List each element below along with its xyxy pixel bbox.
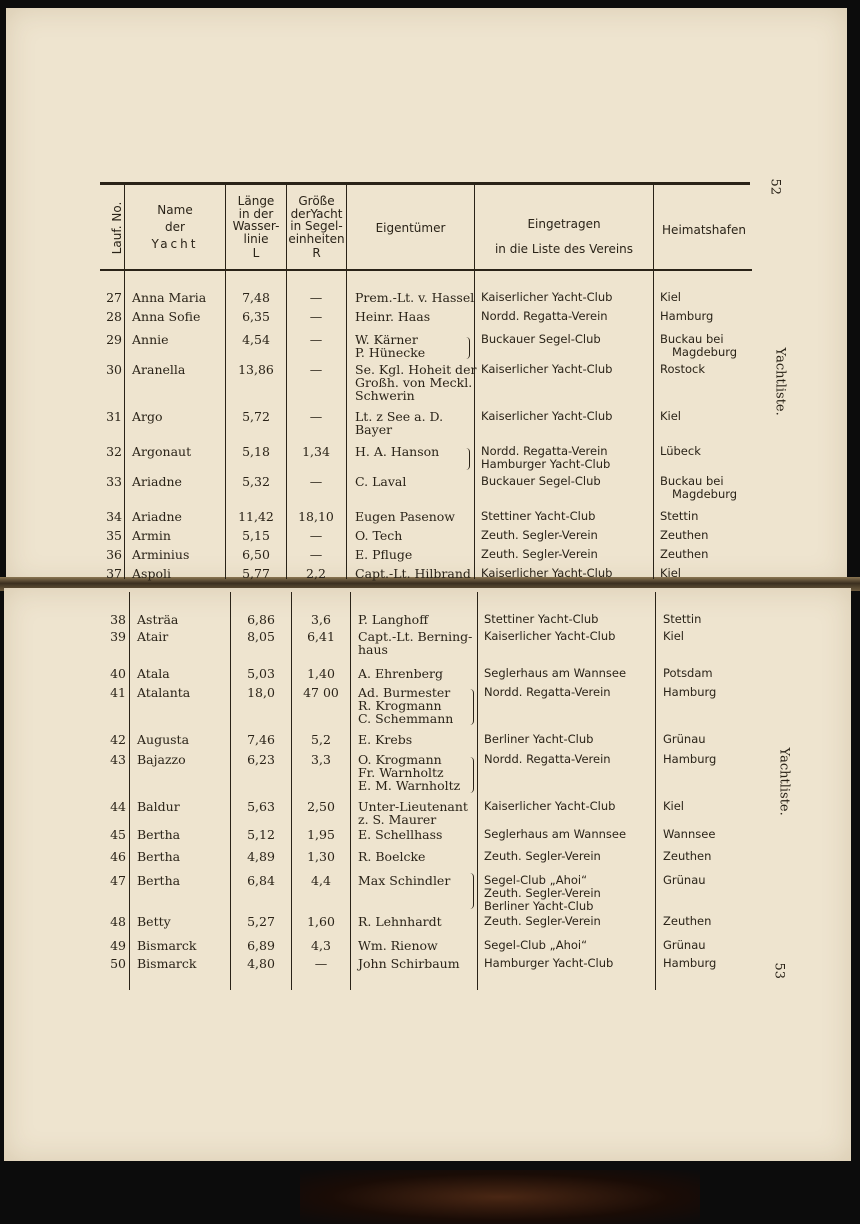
yacht-heimatshafen: Kiel xyxy=(660,566,682,580)
yacht-club: Seglerhaus am Wannsee xyxy=(484,827,627,841)
yacht-name: Arminius xyxy=(132,547,190,562)
yacht-heimatshafen: Grünau xyxy=(663,732,706,746)
header-eigentuemer: Eigentümer xyxy=(375,221,446,235)
yacht-club: Stettiner Yacht-Club xyxy=(481,509,596,523)
yacht-laenge: 5,15 xyxy=(242,528,270,543)
yacht-groesse: — xyxy=(309,290,323,305)
row-number: 43 xyxy=(110,752,126,767)
yacht-club: Stettiner Yacht-Club xyxy=(484,612,599,626)
side-label-bottom: Yachtliste. xyxy=(776,747,792,816)
yacht-heimatshafen: Zeuthen xyxy=(660,528,709,542)
yacht-groesse: — xyxy=(314,956,328,971)
brace xyxy=(470,689,474,725)
yacht-heimatshafen: Grünau xyxy=(663,873,706,887)
row-number: 41 xyxy=(110,685,126,700)
header-heimatshafen: Heimatshafen xyxy=(662,223,746,237)
yacht-heimatshafen: Hamburg xyxy=(663,685,717,699)
row-number: 31 xyxy=(106,409,122,424)
yacht-name: Atala xyxy=(137,666,170,681)
brace xyxy=(466,337,470,359)
yacht-name: Bismarck xyxy=(137,938,197,953)
yacht-name: Ariadne xyxy=(132,474,182,489)
yacht-heimatshafen: Zeuthen xyxy=(663,849,712,863)
yacht-name: Bismarck xyxy=(137,956,197,971)
yacht-name: Argo xyxy=(132,409,163,424)
row-number: 40 xyxy=(110,666,126,681)
yacht-name: Augusta xyxy=(137,732,190,747)
row-number: 33 xyxy=(106,474,122,489)
row-number: 35 xyxy=(106,528,122,543)
row-number: 27 xyxy=(106,290,122,305)
yacht-owner: Capt.-Lt. Hilbrand xyxy=(355,566,471,581)
yacht-heimatshafen: Rostock xyxy=(660,362,706,376)
yacht-groesse: 2,2 xyxy=(306,566,326,581)
yacht-laenge: 6,89 xyxy=(247,938,275,953)
brace xyxy=(470,757,474,793)
yacht-owner: O. Tech xyxy=(355,528,403,543)
row-number: 49 xyxy=(110,938,126,953)
row-number: 45 xyxy=(110,827,126,842)
yacht-owner: A. Ehrenberg xyxy=(358,666,443,681)
yacht-heimatshafen: Zeuthen xyxy=(663,914,712,928)
yacht-club: Kaiserlicher Yacht-Club xyxy=(484,629,616,643)
yacht-laenge: 11,42 xyxy=(238,509,274,524)
yacht-laenge: 5,72 xyxy=(242,409,270,424)
row-number: 28 xyxy=(106,309,122,324)
yacht-club: Seglerhaus am Wannsee xyxy=(484,666,627,680)
yacht-name: Asträa xyxy=(137,612,179,627)
yacht-club: Zeuth. Segler-Verein xyxy=(484,849,601,863)
yacht-owner: O. Krogmann Fr. Warnholtz E. M. Warnholtz xyxy=(358,752,461,793)
yacht-heimatshafen: Stettin xyxy=(663,612,702,626)
yacht-owner: Heinr. Haas xyxy=(355,309,431,324)
yacht-name: Bertha xyxy=(137,873,181,888)
yacht-groesse: 18,10 xyxy=(298,509,334,524)
yacht-club: Segel-Club „Ahoi“ Zeuth. Segler-Verein Berliner Yacht-Club xyxy=(484,873,601,913)
yacht-laenge: 7,46 xyxy=(247,732,275,747)
yacht-owner: C. Laval xyxy=(355,474,407,489)
yacht-owner: E. Schellhass xyxy=(358,827,443,842)
row-number: 36 xyxy=(106,547,122,562)
brace xyxy=(470,873,474,909)
yacht-groesse: — xyxy=(309,547,323,562)
yacht-laenge: 6,84 xyxy=(247,873,275,888)
yacht-club: Zeuth. Segler-Verein xyxy=(481,528,598,542)
yacht-name: Argonaut xyxy=(132,444,192,459)
yacht-laenge: 4,80 xyxy=(247,956,275,971)
yacht-owner: W. Kärner P. Hünecke xyxy=(355,332,426,360)
yacht-owner: Prem.-Lt. v. Hassel xyxy=(355,290,475,305)
yacht-groesse: — xyxy=(309,474,323,489)
yacht-laenge: 4,89 xyxy=(247,849,275,864)
yacht-laenge: 5,32 xyxy=(242,474,270,489)
row-number: 38 xyxy=(110,612,126,627)
yacht-name: Bajazzo xyxy=(137,752,186,767)
row-number: 39 xyxy=(110,629,126,644)
yacht-club: Nordd. Regatta-Verein Hamburger Yacht-Club xyxy=(481,444,611,471)
yacht-name: Armin xyxy=(132,528,171,543)
yacht-club: Segel-Club „Ahoi“ xyxy=(484,938,588,952)
row-number: 48 xyxy=(110,914,126,929)
yacht-groesse: — xyxy=(309,409,323,424)
yacht-owner: Capt.-Lt. Berning- haus xyxy=(358,629,473,657)
yacht-heimatshafen: Hamburg xyxy=(663,752,717,766)
yacht-club: Kaiserlicher Yacht-Club xyxy=(484,799,616,813)
yacht-club: Nordd. Regatta-Verein xyxy=(484,685,611,699)
yacht-laenge: 5,27 xyxy=(247,914,275,929)
yacht-groesse: 4,4 xyxy=(311,873,331,888)
yacht-club: Kaiserlicher Yacht-Club xyxy=(481,290,613,304)
yacht-owner: R. Boelcke xyxy=(358,849,426,864)
page-number-53: 53 xyxy=(771,962,787,980)
yacht-heimatshafen: Kiel xyxy=(660,409,682,423)
col-divider xyxy=(230,592,231,990)
header-eingetragen: Eingetragen in die Liste des Vereins xyxy=(494,217,634,256)
row-number: 44 xyxy=(110,799,126,814)
header-laenge: Länge in der Wasser- linie L xyxy=(232,194,280,260)
header-bottom-rule xyxy=(100,269,752,271)
yacht-name: Atair xyxy=(137,629,169,644)
book-edge xyxy=(300,1170,700,1224)
header-name: Name der Yacht xyxy=(151,203,199,251)
row-number: 29 xyxy=(106,332,122,347)
yacht-owner: H. A. Hanson xyxy=(355,444,440,459)
yacht-heimatshafen: Kiel xyxy=(663,799,685,813)
yacht-laenge: 6,35 xyxy=(242,309,270,324)
yacht-club: Zeuth. Segler-Verein xyxy=(484,914,601,928)
yacht-name: Bertha xyxy=(137,827,181,842)
header-groesse: Größe derYacht in Segel- einheiten R xyxy=(288,194,345,260)
yacht-heimatshafen: Buckau bei Magdeburg xyxy=(660,332,738,359)
yacht-groesse: 3,3 xyxy=(311,752,331,767)
yacht-name: Annie xyxy=(132,332,169,347)
yacht-heimatshafen: Hamburg xyxy=(660,309,714,323)
yacht-owner: Unter-Lieutenant z. S. Maurer xyxy=(358,799,468,827)
yacht-owner: John Schirbaum xyxy=(358,956,460,971)
yacht-groesse: 1,34 xyxy=(302,444,330,459)
yacht-owner: R. Lehnhardt xyxy=(358,914,442,929)
yacht-groesse: — xyxy=(309,332,323,347)
row-number: 46 xyxy=(110,849,126,864)
yacht-heimatshafen: Kiel xyxy=(663,629,685,643)
yacht-heimatshafen: Grünau xyxy=(663,938,706,952)
yacht-laenge: 8,05 xyxy=(247,629,275,644)
row-number: 50 xyxy=(110,956,126,971)
yacht-owner: Se. Kgl. Hoheit der Großh. von Meckl. Schwerin xyxy=(355,362,477,403)
yacht-owner: Wm. Rienow xyxy=(358,938,438,953)
yacht-club: Kaiserlicher Yacht-Club xyxy=(481,566,613,580)
yacht-laenge: 13,86 xyxy=(238,362,274,377)
col-divider xyxy=(655,592,656,990)
yacht-groesse: — xyxy=(309,528,323,543)
col-divider xyxy=(346,184,347,579)
yacht-club: Kaiserlicher Yacht-Club xyxy=(481,362,613,376)
yacht-owner: Ad. Burmester R. Krogmann C. Schemmann xyxy=(358,685,454,726)
yacht-owner: E. Krebs xyxy=(358,732,413,747)
yacht-groesse: — xyxy=(309,309,323,324)
yacht-groesse: 4,3 xyxy=(311,938,331,953)
yacht-club: Buckauer Segel-Club xyxy=(481,332,601,346)
row-number: 34 xyxy=(106,509,122,524)
yacht-club: Berliner Yacht-Club xyxy=(484,732,594,746)
yacht-laenge: 5,03 xyxy=(247,666,275,681)
yacht-name: Ariadne xyxy=(132,509,182,524)
yacht-heimatshafen: Hamburg xyxy=(663,956,717,970)
row-number: 37 xyxy=(106,566,122,581)
yacht-laenge: 4,54 xyxy=(242,332,270,347)
yacht-groesse: 1,60 xyxy=(307,914,335,929)
yacht-club: Nordd. Regatta-Verein xyxy=(481,309,608,323)
col-divider xyxy=(350,592,351,990)
yacht-groesse: 1,95 xyxy=(307,827,335,842)
yacht-name: Anna Maria xyxy=(132,290,207,305)
brace xyxy=(466,448,470,470)
side-label-top: Yachtliste. xyxy=(772,347,788,416)
yacht-owner: Lt. z See a. D. Bayer xyxy=(355,409,444,437)
yacht-name: Aranella xyxy=(132,362,186,377)
yacht-name: Atalanta xyxy=(137,685,191,700)
yacht-name: Aspoli xyxy=(132,566,171,581)
yacht-club: Zeuth. Segler-Verein xyxy=(481,547,598,561)
yacht-club: Nordd. Regatta-Verein xyxy=(484,752,611,766)
yacht-heimatshafen: Stettin xyxy=(660,509,699,523)
yacht-laenge: 6,86 xyxy=(247,612,275,627)
row-number: 32 xyxy=(106,444,122,459)
yacht-groesse: 5,2 xyxy=(311,732,331,747)
yacht-name: Anna Sofie xyxy=(132,309,201,324)
row-number: 42 xyxy=(110,732,126,747)
col-divider xyxy=(129,592,130,990)
yacht-laenge: 5,18 xyxy=(242,444,270,459)
yacht-name: Bertha xyxy=(137,849,181,864)
yacht-groesse: — xyxy=(309,362,323,377)
yacht-club: Buckauer Segel-Club xyxy=(481,474,601,488)
yacht-owner: E. Pfluge xyxy=(355,547,413,562)
header-lauf-no: Lauf. No. xyxy=(110,201,124,255)
yacht-groesse: 6,41 xyxy=(307,629,335,644)
yacht-club: Kaiserlicher Yacht-Club xyxy=(481,409,613,423)
row-number: 30 xyxy=(106,362,122,377)
yacht-groesse: 2,50 xyxy=(307,799,335,814)
yacht-heimatshafen: Zeuthen xyxy=(660,547,709,561)
yacht-laenge: 7,48 xyxy=(242,290,270,305)
yacht-laenge: 6,23 xyxy=(247,752,275,767)
yacht-groesse: 1,30 xyxy=(307,849,335,864)
col-divider xyxy=(291,592,292,990)
yacht-laenge: 6,50 xyxy=(242,547,270,562)
row-number: 47 xyxy=(110,873,126,888)
yacht-heimatshafen: Buckau bei Magdeburg xyxy=(660,474,738,501)
yacht-laenge: 5,12 xyxy=(247,827,275,842)
yacht-groesse: 47 00 xyxy=(303,685,339,700)
yacht-heimatshafen: Potsdam xyxy=(663,666,713,680)
yacht-laenge: 5,63 xyxy=(247,799,275,814)
yacht-heimatshafen: Wannsee xyxy=(663,827,716,841)
yacht-name: Betty xyxy=(137,914,171,929)
yacht-owner: Max Schindler xyxy=(358,873,451,888)
yacht-owner: Eugen Pasenow xyxy=(355,509,455,524)
yacht-owner: P. Langhoff xyxy=(358,612,429,627)
yacht-club: Hamburger Yacht-Club xyxy=(484,956,614,970)
yacht-groesse: 1,40 xyxy=(307,666,335,681)
yacht-heimatshafen: Kiel xyxy=(660,290,682,304)
yacht-heimatshafen: Lübeck xyxy=(660,444,701,458)
yacht-laenge: 18,0 xyxy=(247,685,275,700)
yacht-groesse: 3,6 xyxy=(311,612,331,627)
yacht-name: Baldur xyxy=(137,799,180,814)
yacht-laenge: 5,77 xyxy=(242,566,270,581)
page-number-52: 52 xyxy=(767,178,783,196)
